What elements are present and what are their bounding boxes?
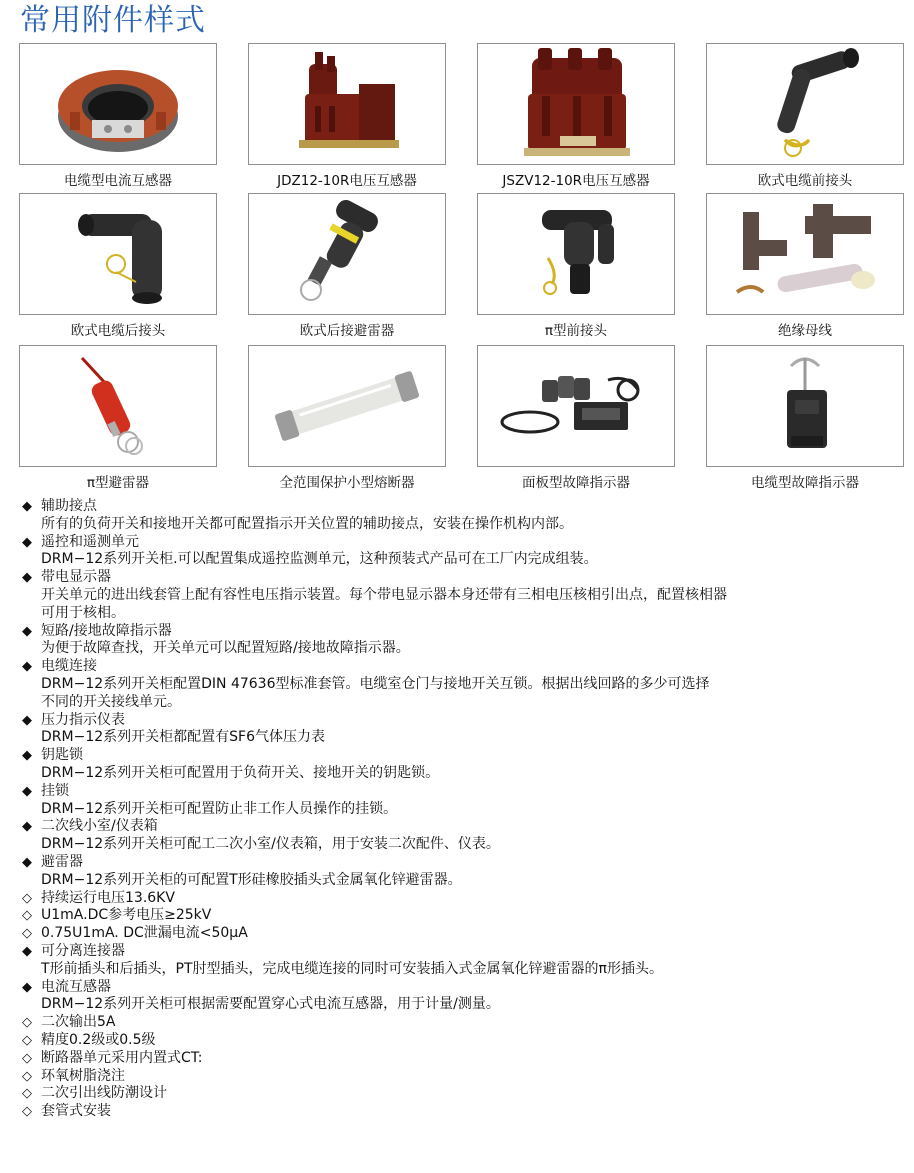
feature-heading bbox=[22, 1068, 907, 1086]
feature-description: DRM−12系列开关柜可配工二次小室/仪表箱，用于安装二次配件、仪表。 bbox=[41, 836, 500, 853]
cable-front-connector-icon bbox=[707, 44, 903, 164]
feature-description: 开关单元的进出线套管上配有容性电压指示装置。每个带电显示器本身还带有三相电压核相引出点，配置核相器 bbox=[41, 586, 727, 603]
feature-item bbox=[22, 979, 907, 1015]
feature-description: DRM−12系列开关柜的可配置T形硅橡胶插头式金属氧化锌避雷器。 bbox=[41, 871, 462, 888]
product-caption: 欧式后接避雷器 bbox=[299, 323, 395, 339]
feature-item bbox=[22, 534, 907, 570]
hollow-diamond-bullet-icon: ◇ bbox=[22, 908, 32, 924]
hollow-diamond-bullet-icon: ◇ bbox=[22, 1050, 32, 1066]
feature-item bbox=[22, 1050, 907, 1068]
feature-item bbox=[22, 712, 907, 748]
feature-item bbox=[22, 890, 907, 908]
hollow-diamond-bullet-icon: ◇ bbox=[22, 890, 32, 906]
product-caption: 电缆型故障指示器 bbox=[751, 475, 859, 491]
product-caption: 电缆型电流互感器 bbox=[64, 173, 172, 189]
feature-item bbox=[22, 569, 907, 622]
feature-heading bbox=[22, 854, 907, 872]
product-image-frame bbox=[248, 345, 446, 467]
product-image-frame bbox=[477, 43, 675, 165]
filled-diamond-bullet-icon: ◆ bbox=[22, 854, 32, 870]
cable-fault-indicator-icon bbox=[707, 346, 903, 466]
product-image-frame bbox=[248, 193, 446, 315]
product-caption: 绝缘母线 bbox=[778, 323, 832, 339]
filled-diamond-bullet-icon: ◆ bbox=[22, 712, 32, 728]
product-caption: JDZ12-10R电压互感器 bbox=[277, 173, 417, 189]
feature-description: 所有的负荷开关和接地开关都可配置指示开关位置的辅助接点，安装在操作机构内部。 bbox=[41, 515, 573, 532]
feature-heading bbox=[22, 747, 907, 765]
feature-title: 二次线小室/仪表箱 bbox=[41, 818, 158, 835]
feature-title: 电流互感器 bbox=[41, 978, 111, 995]
feature-title: 持续运行电压13.6KV bbox=[41, 889, 175, 906]
feature-title: 挂锁 bbox=[41, 782, 69, 799]
filled-diamond-bullet-icon: ◆ bbox=[22, 783, 32, 799]
three-phase-voltage-transformer-icon bbox=[478, 44, 674, 164]
page-title: 常用附件样式 bbox=[20, 3, 206, 38]
feature-item bbox=[22, 943, 907, 979]
feature-heading bbox=[22, 1085, 907, 1103]
hollow-diamond-bullet-icon: ◇ bbox=[22, 1068, 32, 1084]
feature-title: 钥匙锁 bbox=[41, 747, 83, 764]
feature-heading bbox=[22, 890, 907, 908]
product-caption: 欧式电缆后接头 bbox=[70, 323, 166, 339]
feature-item bbox=[22, 747, 907, 783]
product-image-frame bbox=[706, 43, 904, 165]
product-image-frame bbox=[706, 193, 904, 315]
rear-arrester-icon bbox=[249, 194, 445, 314]
feature-title: 精度0.2级或0.5级 bbox=[41, 1031, 156, 1048]
feature-description: DRM−12系列开关柜配置DIN 47636型标准套管。电缆室仓门与接地开关互锁。根据出线回路的多少可选择 bbox=[41, 675, 710, 692]
feature-item bbox=[22, 854, 907, 890]
insulated-busbar-icon bbox=[707, 194, 903, 314]
feature-heading bbox=[22, 658, 907, 676]
feature-title: 二次引出线防潮设计 bbox=[41, 1085, 167, 1102]
feature-list bbox=[22, 498, 907, 1121]
filled-diamond-bullet-icon: ◆ bbox=[22, 499, 32, 514]
filled-diamond-bullet-icon: ◆ bbox=[22, 659, 32, 675]
product-caption: π型前接头 bbox=[544, 323, 608, 339]
feature-item bbox=[22, 1103, 907, 1121]
product-image-frame bbox=[248, 43, 446, 165]
hollow-diamond-bullet-icon: ◇ bbox=[22, 1032, 32, 1048]
feature-heading bbox=[22, 569, 907, 587]
feature-title: 压力指示仪表 bbox=[41, 711, 125, 728]
feature-heading bbox=[22, 534, 907, 552]
product-image-frame bbox=[19, 193, 217, 315]
product-image-frame bbox=[19, 345, 217, 467]
feature-title: 二次输出5A bbox=[41, 1014, 116, 1031]
feature-heading bbox=[22, 943, 907, 961]
feature-item bbox=[22, 783, 907, 819]
feature-title: 遥控和遥测单元 bbox=[41, 533, 139, 550]
feature-title: 套管式安装 bbox=[41, 1103, 111, 1120]
feature-title: 环氧树脂浇注 bbox=[41, 1067, 125, 1084]
product-image-frame bbox=[706, 345, 904, 467]
feature-heading bbox=[22, 712, 907, 730]
feature-title: 带电显示器 bbox=[41, 569, 111, 586]
feature-item bbox=[22, 1032, 907, 1050]
ring-current-transformer-icon bbox=[20, 44, 216, 164]
hollow-diamond-bullet-icon: ◇ bbox=[22, 926, 32, 942]
feature-heading bbox=[22, 1014, 907, 1032]
feature-heading bbox=[22, 498, 907, 516]
feature-item bbox=[22, 818, 907, 854]
feature-title: 辅助接点 bbox=[41, 498, 97, 514]
feature-title: 避雷器 bbox=[41, 853, 83, 870]
feature-item bbox=[22, 1085, 907, 1103]
feature-description: 可用于核相。 bbox=[41, 604, 125, 621]
feature-heading bbox=[22, 907, 907, 925]
filled-diamond-bullet-icon: ◆ bbox=[22, 819, 32, 835]
product-image-frame bbox=[477, 345, 675, 467]
cable-rear-connector-icon bbox=[20, 194, 216, 314]
feature-title: 电缆连接 bbox=[41, 658, 97, 675]
feature-heading bbox=[22, 1032, 907, 1050]
feature-title: 0.75U1mA. DC泄漏电流<50μA bbox=[41, 925, 248, 942]
product-caption: π型避雷器 bbox=[86, 475, 150, 491]
filled-diamond-bullet-icon: ◆ bbox=[22, 623, 32, 639]
feature-heading bbox=[22, 1050, 907, 1068]
hollow-diamond-bullet-icon: ◇ bbox=[22, 1086, 32, 1102]
feature-heading bbox=[22, 783, 907, 801]
feature-item bbox=[22, 498, 907, 534]
feature-title: 可分离连接器 bbox=[41, 942, 125, 959]
feature-item bbox=[22, 1068, 907, 1086]
feature-description: DRM−12系列开关柜都配置有SF6气体压力表 bbox=[41, 729, 325, 746]
feature-item bbox=[22, 623, 907, 659]
feature-item bbox=[22, 907, 907, 925]
feature-title: 断路器单元采用内置式CT: bbox=[41, 1049, 203, 1066]
pi-front-connector-icon bbox=[478, 194, 674, 314]
hollow-diamond-bullet-icon: ◇ bbox=[22, 1104, 32, 1120]
product-caption: 欧式电缆前接头 bbox=[757, 173, 853, 189]
feature-title: 短路/接地故障指示器 bbox=[41, 622, 172, 639]
hollow-diamond-bullet-icon: ◇ bbox=[22, 1015, 32, 1031]
feature-description: DRM−12系列开关柜可配置用于负荷开关、接地开关的钥匙锁。 bbox=[41, 764, 440, 781]
filled-diamond-bullet-icon: ◆ bbox=[22, 570, 32, 586]
feature-description: DRM−12系列开关柜.可以配置集成遥控监测单元，这种预装式产品可在工厂内完成组装。 bbox=[41, 551, 598, 568]
product-image-frame bbox=[19, 43, 217, 165]
feature-heading bbox=[22, 979, 907, 997]
filled-diamond-bullet-icon: ◆ bbox=[22, 534, 32, 550]
product-image-frame bbox=[477, 193, 675, 315]
pi-arrester-icon bbox=[20, 346, 216, 466]
feature-heading bbox=[22, 623, 907, 641]
product-caption: 面板型故障指示器 bbox=[522, 475, 630, 491]
feature-heading bbox=[22, 1103, 907, 1121]
feature-item bbox=[22, 1014, 907, 1032]
filled-diamond-bullet-icon: ◆ bbox=[22, 748, 32, 764]
product-caption: JSZV12-10R电压互感器 bbox=[502, 173, 650, 189]
filled-diamond-bullet-icon: ◆ bbox=[22, 943, 32, 959]
feature-heading bbox=[22, 925, 907, 943]
product-caption: 全范围保护小型熔断器 bbox=[279, 475, 415, 491]
feature-heading bbox=[22, 818, 907, 836]
feature-description: DRM−12系列开关柜可根据需要配置穿心式电流互感器，用于计量/测量。 bbox=[41, 996, 500, 1013]
feature-description: 为便于故障查找，开关单元可以配置短路/接地故障指示器。 bbox=[41, 640, 410, 657]
feature-title: U1mA.DC参考电压≥25kV bbox=[41, 907, 212, 924]
voltage-transformer-icon bbox=[249, 44, 445, 164]
feature-description: T形前插头和后插头，PT肘型插头，完成电缆连接的同时可安装插入式金属氧化锌避雷器的π形插头。 bbox=[41, 960, 663, 977]
fuse-icon bbox=[249, 346, 445, 466]
filled-diamond-bullet-icon: ◆ bbox=[22, 979, 32, 995]
feature-item bbox=[22, 658, 907, 711]
feature-description: 不同的开关接线单元。 bbox=[41, 693, 181, 710]
feature-description: DRM−12系列开关柜可配置防止非工作人员操作的挂锁。 bbox=[41, 800, 398, 817]
feature-item bbox=[22, 925, 907, 943]
panel-fault-indicator-icon bbox=[478, 346, 674, 466]
